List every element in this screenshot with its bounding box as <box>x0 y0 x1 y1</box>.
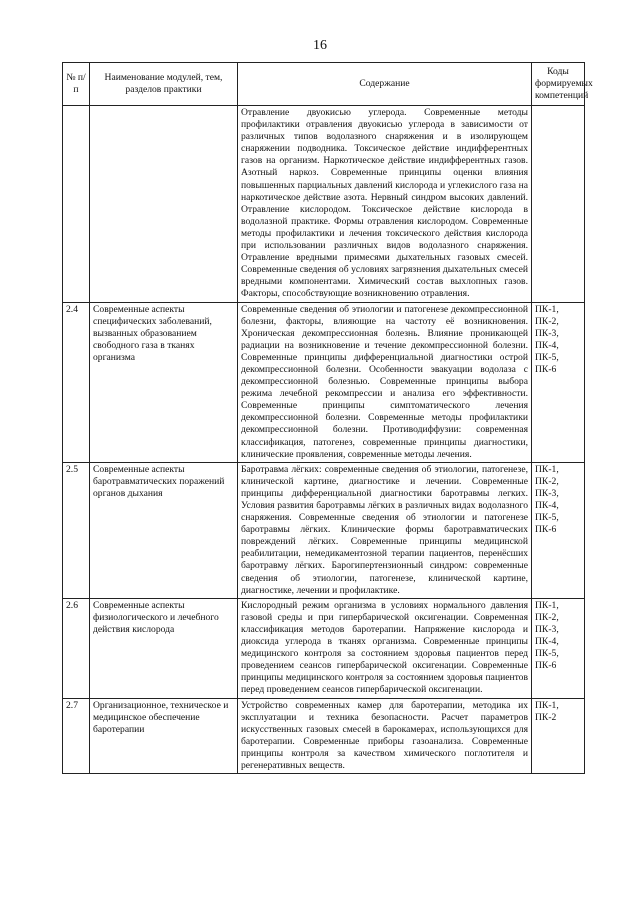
table-row <box>63 302 585 462</box>
row-codes: ПК-1, ПК-2 <box>532 698 585 774</box>
row-content: Современные сведения об этиологии и патогенезе декомпрессионной болезни, факторы, влияющие на частоту её возникновения. Хроническая декомпрессионная болезнь. Влияние проникающей радиации на возникновение и течение декомпрессионной болезни. Современные принципы дифференциальной диагностики острой декомпрессионной болезни. Особенности эвакуации водолаза с декомпрессионной болезнью. Современные принципы выбора режима лечебной рекомпрессии и анализа его эффективности. Современные принципы симптоматического лечения декомпрессионной болезни. Современные методы профилактики декомпрессионной болезни. Противодиффузии: современная классификация, патогенез, современные принципы диагностики, клинические проявления, современные методы лечения. <box>238 302 532 462</box>
curriculum-table <box>62 62 593 774</box>
row-num: 2.7 <box>63 698 90 774</box>
header-name: Наименование модулей, тем, разделов практики <box>90 63 238 106</box>
row-name: Организационное, техническое и медицинское обеспечение баротерапии <box>90 698 238 774</box>
header-num: № п/п <box>63 63 90 106</box>
row-num: 2.5 <box>63 462 90 598</box>
row-name: Современные аспекты специфических заболеваний, вызванных образованием свободного газа в тканях организма <box>90 302 238 462</box>
table-row <box>63 462 585 598</box>
row-codes: ПК-1, ПК-2, ПК-3, ПК-4, ПК-5, ПК-6 <box>532 302 585 462</box>
row-codes <box>532 106 585 303</box>
row-content: Отравление двуокисью углерода. Современные методы профилактики отравления двуокисью углерода в зависимости от различных типов водолазного снаряжения и в изолирующем снаряжении подводника. Токсическое действие индифферентных газов на организм. Наркотическое действие индифферентных газов. Азотный наркоз. Современные принципы оценки влияния повышенных парциальных давлений кислорода и углекислого газа на наркотическое действие азота. Нервный синдром высоких давлений. Отравление кислородом. Токсическое действие кислорода в водолазной практике. Формы отравления кислородом. Современные методы профилактики и лечения токсического действия кислорода при использовании различных видов водолазного снаряжения. Отравление вредными примесями дыхательных газовых смесей. Современные сведения об условиях загрязнения дыхательных смесей вредными компонентами. Химический состав выхлопных газов. Факторы, способствующие возникновению отравления. <box>238 106 532 303</box>
table-row <box>63 598 585 698</box>
row-name <box>90 106 238 303</box>
row-name: Современные аспекты баротравматических поражений органов дыхания <box>90 462 238 598</box>
row-content: Кислородный режим организма в условиях нормального давления газовой среды и при гипербарической оксигенации. Современная классификация методов баротерапии. Напряжение кислорода и диоксида углерода в тканях организма. Современные принципы медицинского контроля за состоянием здоровья пациентов перед проведением сеансов гипербарической оксигенации. Современные принципы медицинского контроля за состоянием здоровья пациентов перед проведением сеансов гипербарической оксигенации. <box>238 598 532 698</box>
header-content: Содержание <box>238 63 532 106</box>
row-num <box>63 106 90 303</box>
table-row <box>63 698 585 774</box>
row-content: Баротравма лёгких: современные сведения об этиологии, патогенезе, клинической картине, диагностике и лечении. Современные принципы дифференциальной диагностики баротравмы легких. Условия развития баротравмы лёгких в различных видах водолазного снаряжения. Современные сведения об этиологии и патогенезе баротравмы лёгких. Клинические формы баротравматических повреждений лёгких. Современные принципы медицинской реабилитации, немедикаментозной терапии пациентов, перенёсших баротравму лёгких. Барогипертензионный синдром: современные сведения об этиологии, патогенезе, клинической картине, диагностике, лечении и профилактике. <box>238 462 532 598</box>
page-number: 16 <box>313 38 327 53</box>
table-row <box>63 106 585 303</box>
row-num: 2.4 <box>63 302 90 462</box>
table-header-row <box>63 63 585 106</box>
row-codes: ПК-1, ПК-2, ПК-3, ПК-4, ПК-5, ПК-6 <box>532 462 585 598</box>
header-codes: Коды формируемых компетенций <box>532 63 585 106</box>
row-content: Устройство современных камер для баротерапии, методика их эксплуатации и техника безопасности. Расчет параметров искусственных газовых смесей в барокамерах, использующихся для баротерапии. Современные приборы газоанализа. Современные принципы контроля за качеством химического поглотителя и регенеративных веществ. <box>238 698 532 774</box>
row-name: Современные аспекты физиологического и лечебного действия кислорода <box>90 598 238 698</box>
row-num: 2.6 <box>63 598 90 698</box>
row-codes: ПК-1, ПК-2, ПК-3, ПК-4, ПК-5, ПК-6 <box>532 598 585 698</box>
